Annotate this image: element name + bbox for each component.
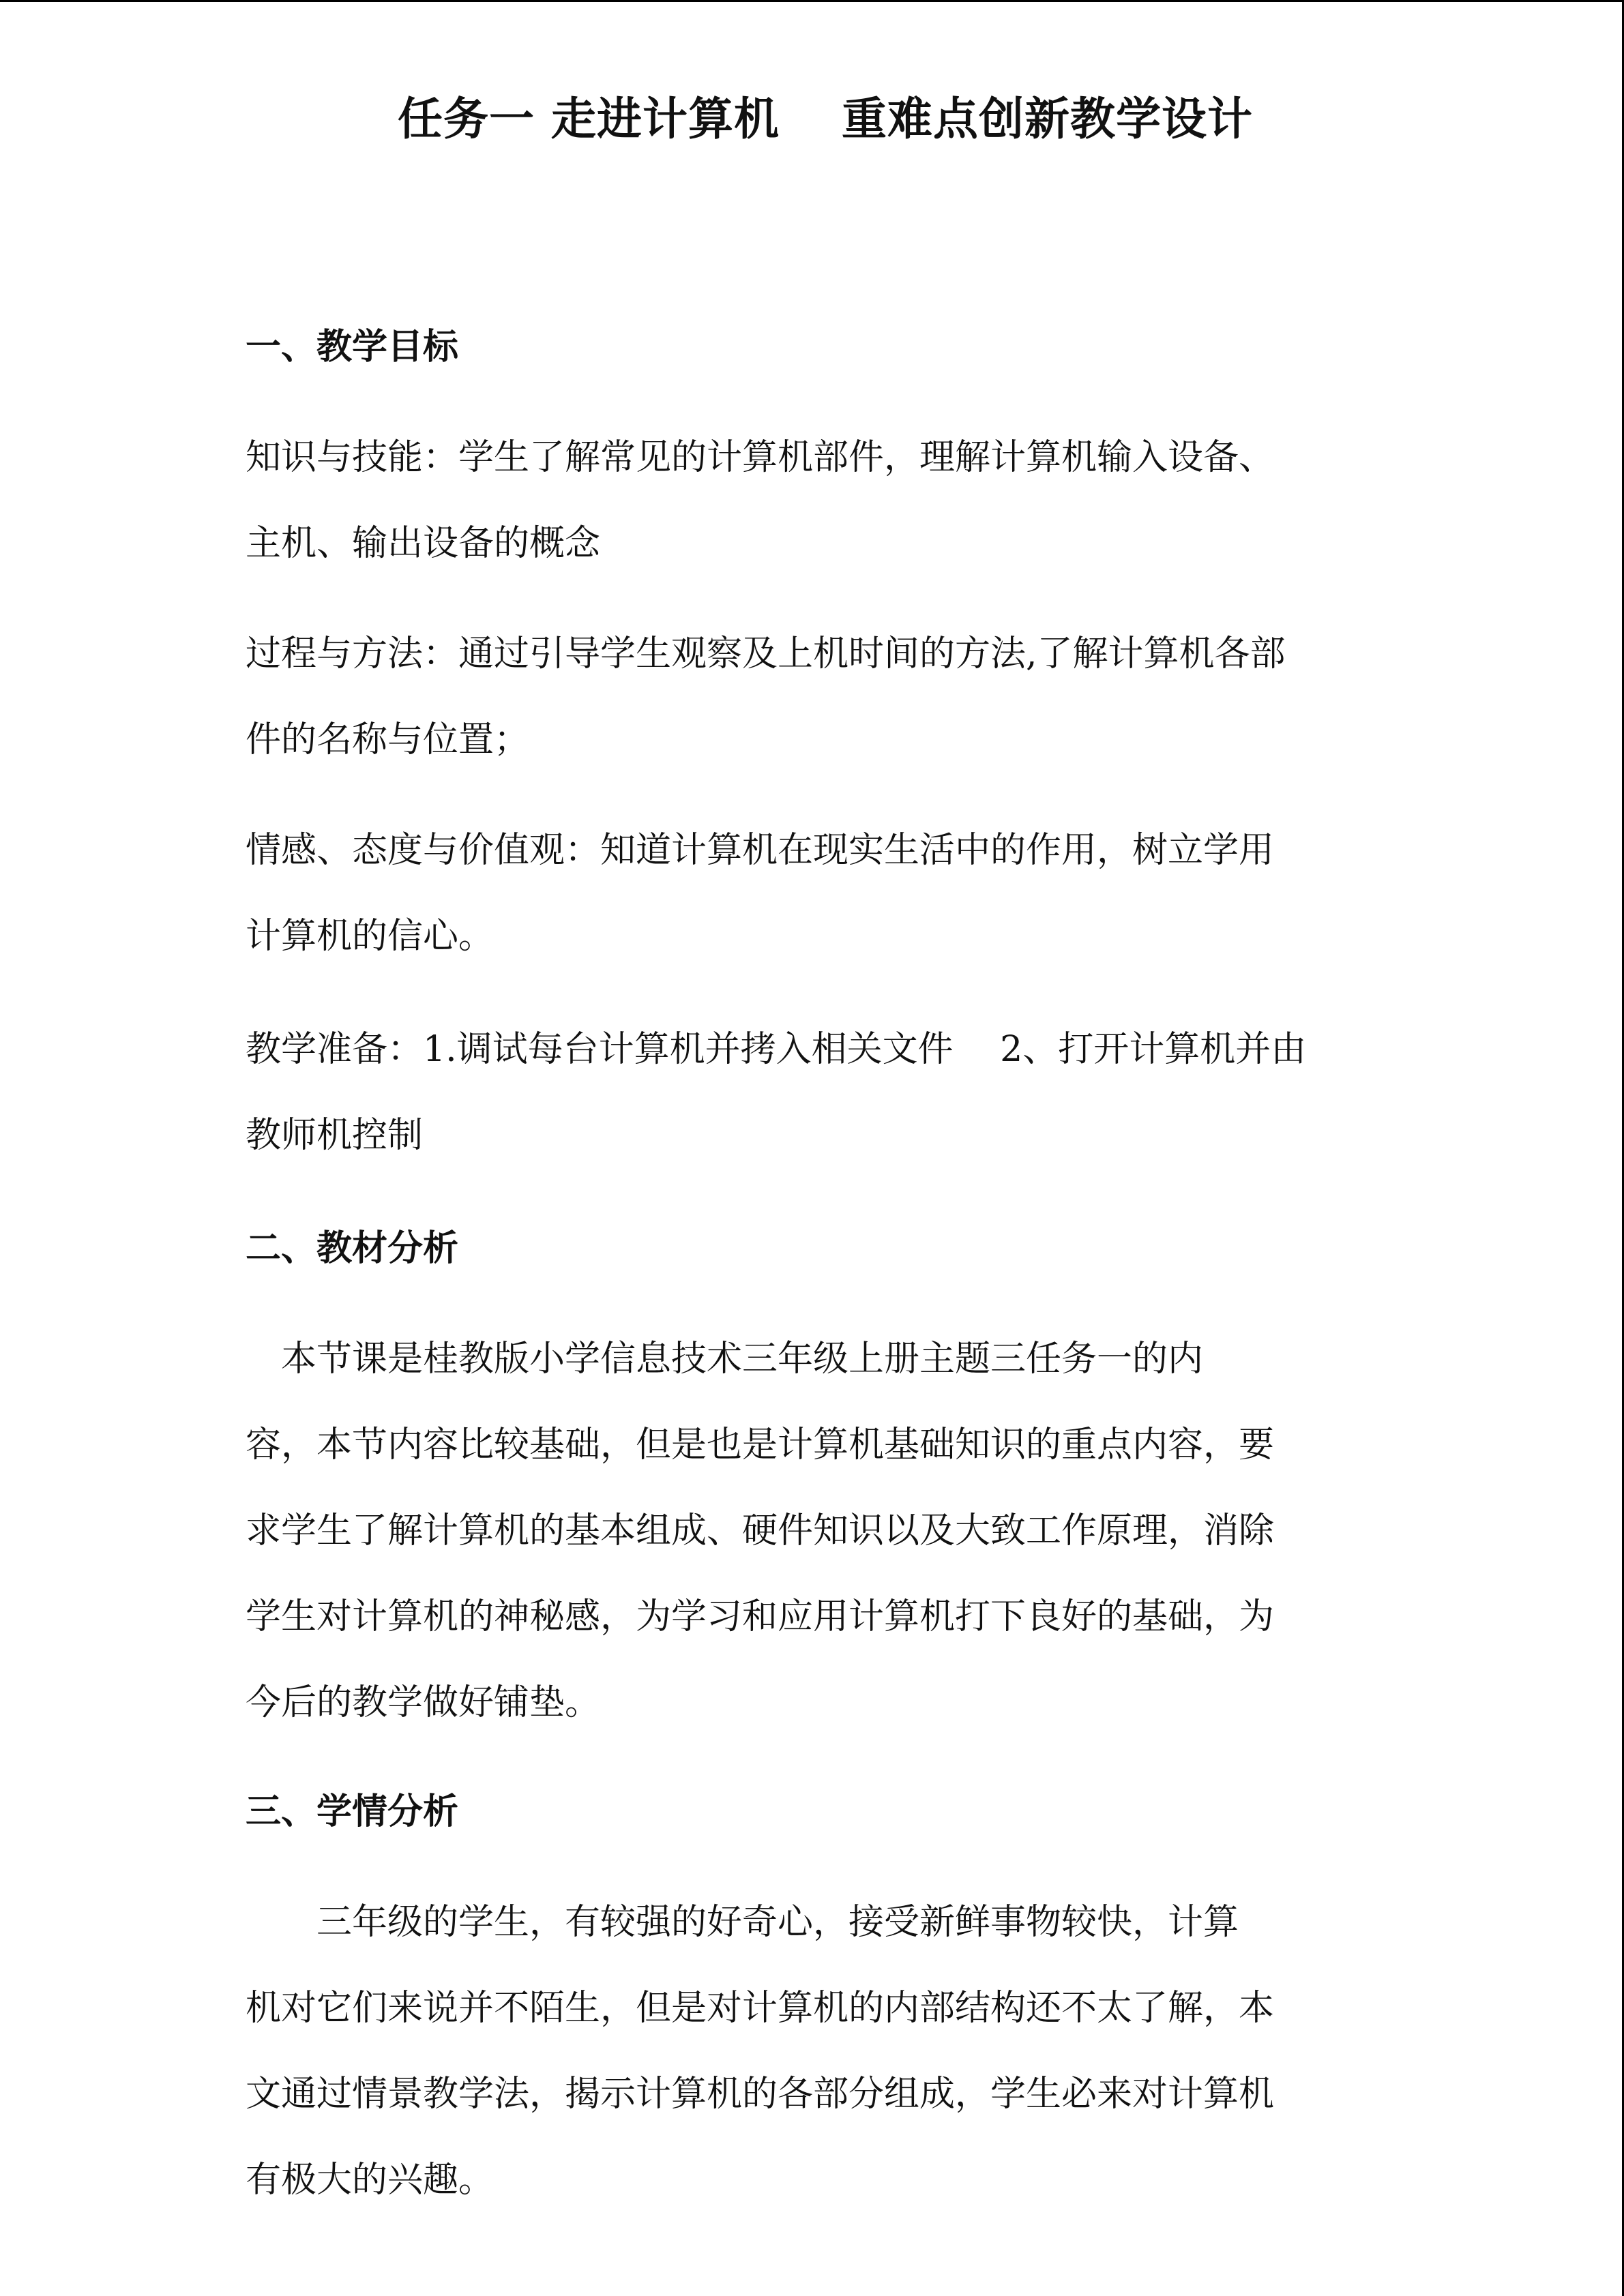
paragraph-line: 主机、输出设备的概念 bbox=[246, 523, 601, 564]
paragraph-line: 教师机控制 bbox=[246, 1115, 424, 1156]
paragraph-line: 今后的教学做好铺垫。 bbox=[246, 1682, 601, 1723]
paragraph-line: 过程与方法：通过引导学生观察及上机时间的方法,了解计算机各部 bbox=[246, 633, 1286, 674]
paragraph-teaching-preparation bbox=[246, 1007, 1398, 1178]
document-title: 任务一 走进计算机 重难点创新教学设计 bbox=[398, 93, 1253, 145]
paragraph-line: 知识与技能：学生了解常见的计算机部件，理解计算机输入设备、 bbox=[246, 437, 1275, 478]
paragraph-emotion-values bbox=[246, 807, 1398, 979]
paragraph-line: 学生对计算机的神秘感，为学习和应用计算机打下良好的基础，为 bbox=[246, 1596, 1275, 1637]
section-heading-material-analysis: 二、教材分析 bbox=[246, 1228, 459, 1269]
paragraph-line: 教学准备：1.调试每台计算机并拷入相关文件 2、打开计算机并由 bbox=[246, 1029, 1307, 1070]
paragraph-line: 容，本节内容比较基础，但是也是计算机基础知识的重点内容，要 bbox=[246, 1425, 1275, 1465]
paragraph-process-method bbox=[246, 611, 1398, 783]
top-border-line bbox=[0, 0, 1624, 2]
paragraph-line: 件的名称与位置； bbox=[246, 719, 530, 760]
paragraph-line: 本节课是桂教版小学信息技术三年级上册主题三任务一的内 bbox=[246, 1339, 1204, 1380]
paragraph-line: 文通过情景教学法，揭示计算机的各部分组成，学生必来对计算机 bbox=[246, 2074, 1275, 2115]
paragraph-line: 情感、态度与价值观：知道计算机在现实生活中的作用，树立学用 bbox=[246, 830, 1275, 871]
paragraph-line: 有极大的兴趣。 bbox=[246, 2160, 494, 2201]
paragraph-knowledge-skills bbox=[246, 415, 1398, 586]
paragraph-line: 机对它们来说并不陌生，但是对计算机的内部结构还不太了解，本 bbox=[246, 1988, 1275, 2029]
section-heading-teaching-goals: 一、教学目标 bbox=[246, 327, 459, 368]
paragraph-material-analysis bbox=[246, 1316, 1398, 1746]
paragraph-line: 计算机的信心。 bbox=[246, 916, 494, 957]
paragraph-student-analysis bbox=[246, 1879, 1398, 2223]
section-heading-student-analysis: 三、学情分析 bbox=[246, 1791, 459, 1832]
paragraph-line: 求学生了解计算机的基本组成、硬件知识以及大致工作原理，消除 bbox=[246, 1510, 1275, 1551]
paragraph-line: 三年级的学生，有较强的好奇心，接受新鲜事物较快，计算 bbox=[246, 1902, 1239, 1943]
